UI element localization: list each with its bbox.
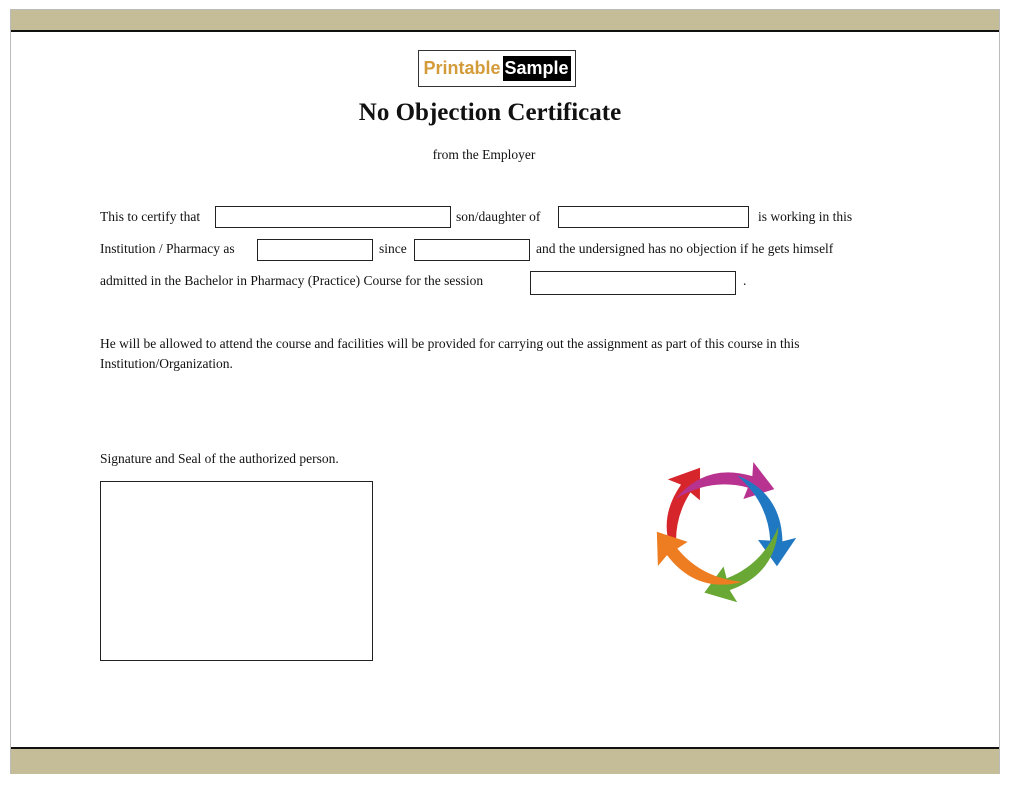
logo-part2: Sample [503, 56, 571, 81]
bottom-band [11, 747, 999, 774]
text-l2a: Institution / Pharmacy as [100, 241, 235, 256]
page-title: No Objection Certificate [358, 99, 622, 126]
text-l1a: This to certify that [100, 209, 201, 224]
top-band [11, 10, 999, 32]
printable-sample-logo [418, 50, 576, 87]
text-l3b: . [743, 273, 747, 288]
name-field[interactable] [215, 206, 451, 228]
parent-name-field[interactable] [558, 206, 749, 228]
text-l2c: and the undersigned has no objection if he gets himself [536, 241, 834, 256]
text-l2b: since [379, 241, 407, 256]
cycle-arrows-icon [640, 447, 805, 612]
signature-label: Signature and Seal of the authorized person. [100, 451, 339, 466]
subtitle: from the Employer [432, 147, 536, 162]
since-field[interactable] [414, 239, 530, 261]
text-p2a: He will be allowed to attend the course and facilities will be provided for carrying out the assignment as part of this course in this [100, 336, 800, 351]
arrow-segment [640, 457, 726, 565]
text-l1b: son/daughter of [456, 209, 541, 224]
signature-seal-box[interactable] [100, 481, 373, 661]
session-field[interactable] [530, 271, 736, 295]
text-l1c: is working in this [758, 209, 853, 224]
text-l3a: admitted in the Bachelor in Pharmacy (Practice) Course for the session [100, 273, 484, 288]
designation-field[interactable] [257, 239, 373, 261]
logo-part1: Printable [423, 58, 501, 78]
arrow-segment [692, 527, 800, 612]
text-p2b: Institution/Organization. [100, 356, 233, 371]
